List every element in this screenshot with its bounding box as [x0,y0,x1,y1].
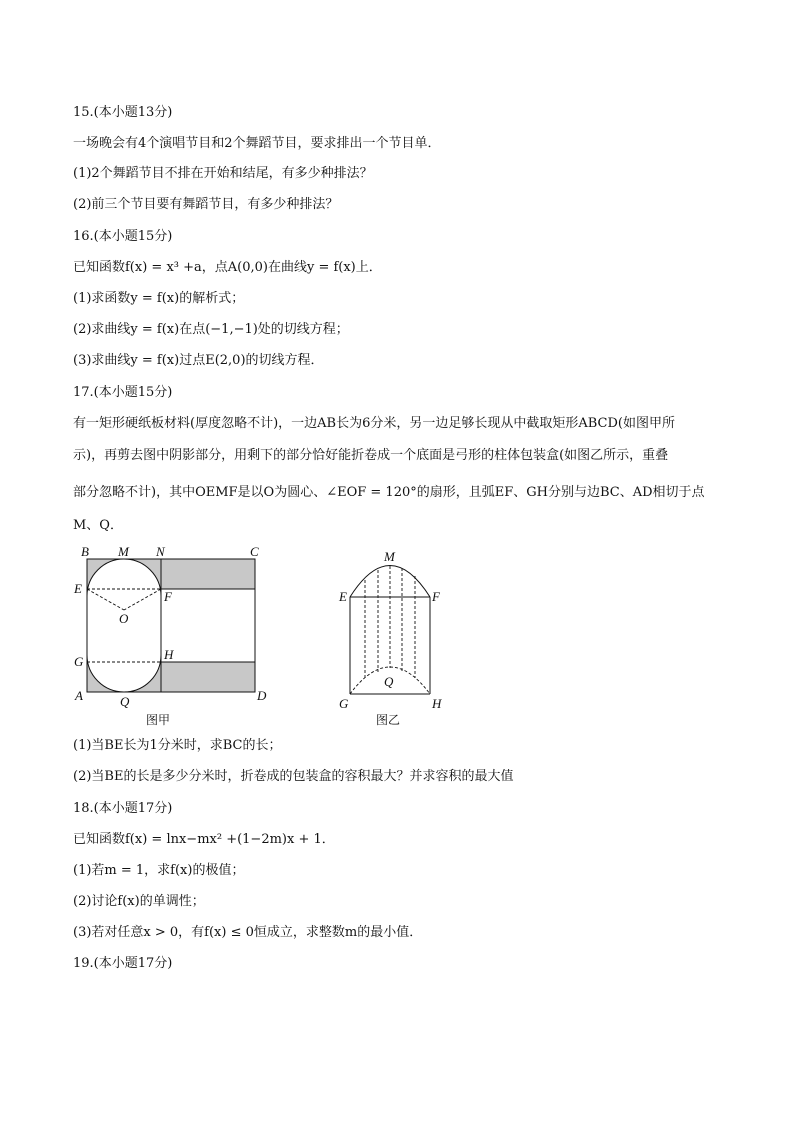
label-Q: Q [120,694,130,709]
label-E: E [74,581,82,596]
q16-header: 16.(本小题15分) [73,229,173,244]
label-M: M [118,544,129,559]
label-D: D [257,688,267,703]
q17-part-2: (2)当BE的长是多少分米时，折卷成的包装盒的容积最大？并求容积的最大值 [73,769,514,784]
q17-stem-line-3: 部分忽略不计)，其中OEMF是以O为圆心、∠EOF = 120°的扇形，且弧EF、GH分别与边BC、AD相切于点 [73,485,705,500]
q15-part-1: (1)2个舞蹈节目不排在开始和结尾，有多少种排法？ [73,166,373,181]
q16-stem: 已知函数f(x) = x³ +a，点A(0,0)在曲线y = f(x)上． [73,260,382,275]
q17-stem-line-4: M、Q． [73,518,123,533]
label-F2: F [432,589,440,604]
label-Q2: Q [384,674,394,689]
q17-part-1: (1)当BE长为1分米时，求BC的长； [73,738,282,753]
q15-part-2: (2)前三个节目要有舞蹈节目，有多少种排法？ [73,197,339,212]
label-C: C [250,544,259,559]
q17-stem-line-1: 有一矩形硬纸板材料(厚度忽略不计)，一边AB长为6分米，另一边足够长现从中截取矩形ABCD(如图甲所 [73,416,675,431]
label-A: A [75,688,83,703]
q17-header: 17.(本小题15分) [73,385,173,400]
label-E2: E [339,589,347,604]
label-B: B [81,544,89,559]
label-M2: M [384,549,395,564]
figure-jia [66,540,286,730]
q15-stem: 一场晚会有4个演唱节目和2个舞蹈节目，要求排出一个节目单． [73,136,441,151]
q18-stem: 已知函数f(x) = lnx−mx² +(1−2m)x + 1． [73,832,335,847]
q15-header: 15.(本小题13分) [73,105,173,120]
label-H: H [164,647,174,662]
q16-part-1: (1)求函数y = f(x)的解析式； [73,291,245,306]
q18-part-2: (2)讨论f(x)的单调性； [73,894,205,909]
q19-header: 19.(本小题17分) [73,956,173,971]
shaded-strip-top [161,559,255,589]
q18-part-1: (1)若m = 1，求f(x)的极值； [73,863,245,878]
figure-jia-caption: 图甲 [146,713,171,727]
label-N: N [156,544,165,559]
shaded-strip-bottom [161,662,255,692]
q16-part-3: (3)求曲线y = f(x)过点E(2,0)的切线方程． [73,353,324,368]
label-G2: G [339,696,349,711]
label-G: G [74,654,84,669]
label-H2: H [432,696,442,711]
q17-stem-line-2: 示)，再剪去图中阴影部分，用剩下的部分恰好能折卷成一个底面是弓形的柱体包装盒(如图乙所示，重叠 [73,448,669,463]
label-O: O [119,611,129,626]
q16-part-2: (2)求曲线y = f(x)在点(−1,−1)处的切线方程； [73,322,349,337]
figure-yi-caption: 图乙 [376,713,401,727]
figure-yi [335,545,450,730]
q18-header: 18.(本小题17分) [73,801,173,816]
q18-part-3: (3)若对任意x > 0，有f(x) ≤ 0恒成立，求整数m的最小值． [73,925,423,940]
label-F: F [164,589,172,604]
